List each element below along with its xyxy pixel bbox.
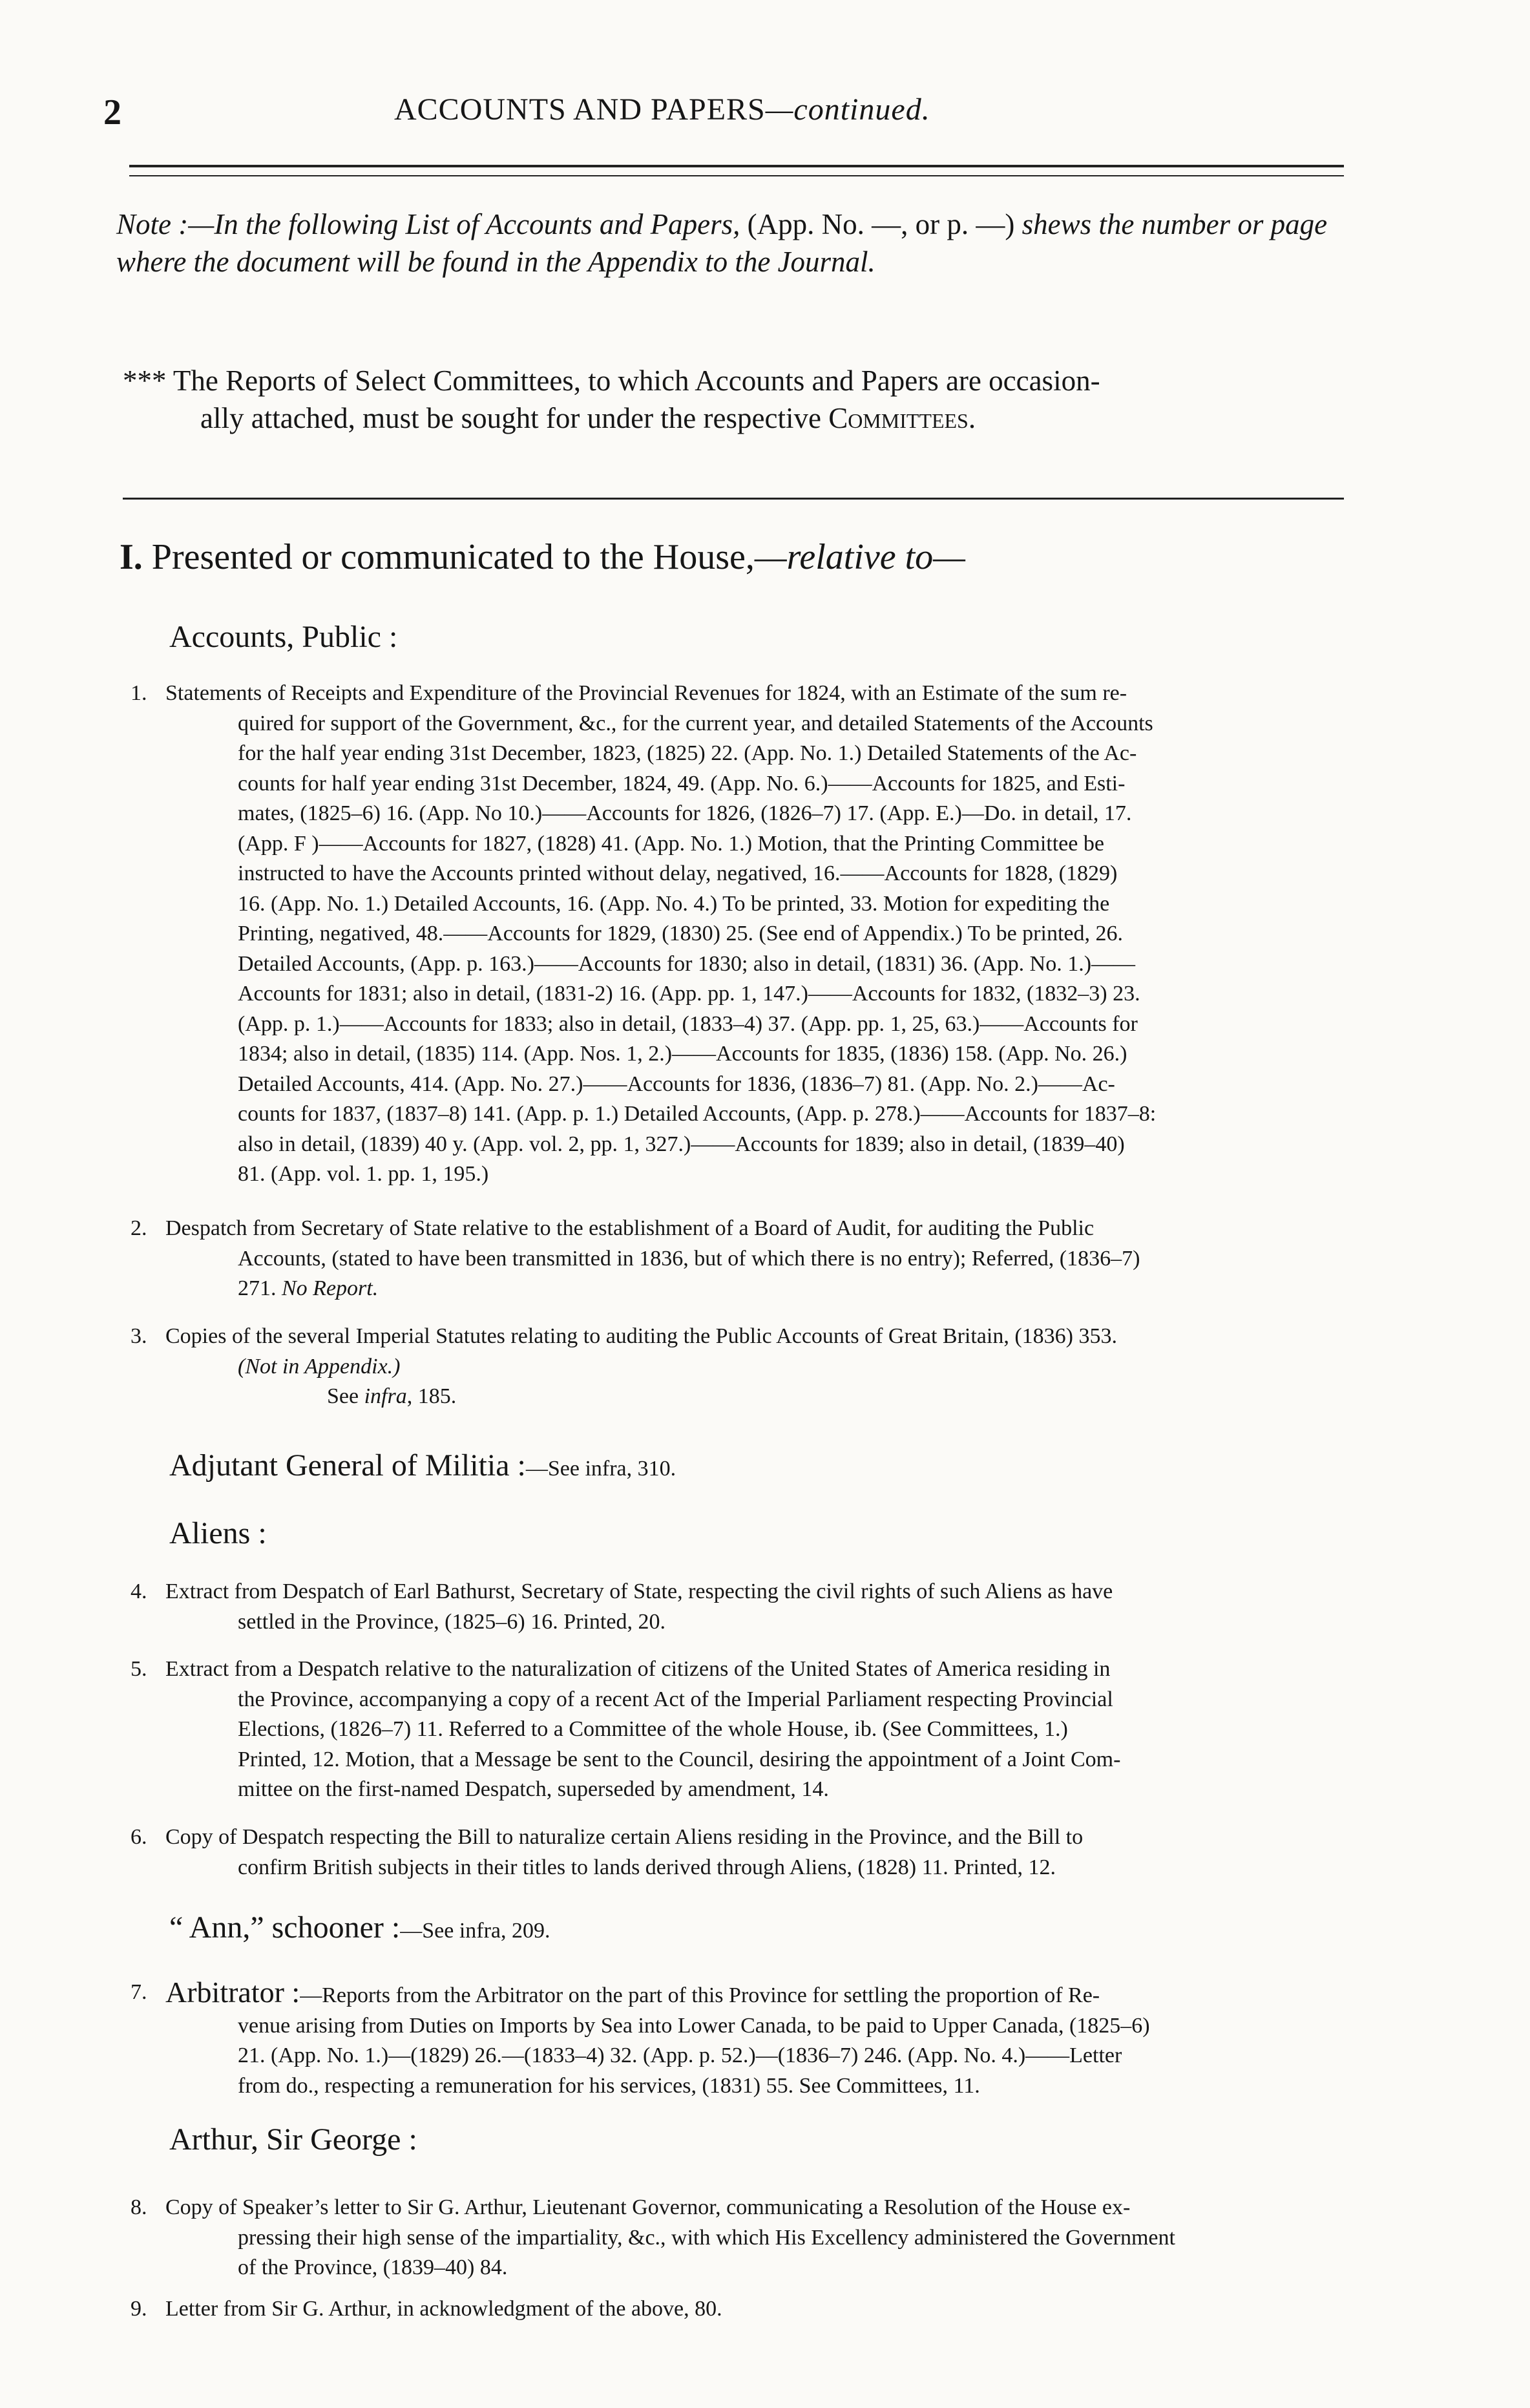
committees-note: *** The Reports of Select Committees, to which Accounts and Papers are occasion- ally attached, must be sought for under the respective Committees. bbox=[123, 364, 1100, 434]
subhead-aliens: Aliens : bbox=[169, 1516, 267, 1550]
page-header bbox=[103, 92, 1331, 137]
section-rule bbox=[123, 498, 1344, 500]
page-number: 2 bbox=[103, 92, 121, 132]
entry-4: 4. Extract from Despatch of Earl Bathurst, Secretary of State, respecting the civil rights of such Aliens as have settled in the Province, (1825–6) 16. Printed, 20. bbox=[131, 1579, 1113, 1634]
running-title: ACCOUNTS AND PAPERS—continued. bbox=[394, 92, 930, 127]
entry-5: 5. Extract from a Despatch relative to the naturalization of citizens of the United States of America residing in the Province, accompanying a copy of a recent Act of the Imperial Parliament respecting Provincial Elections, (1826–7) 11. Referred to a Committee of the whole House, ib. (See Committees, 1.) Printed, 12. Motion, that a Message be sent to the Council, desiring the appointment of a Joint Com- mittee on the first-named Despatch, superseded by amendment, 14. bbox=[131, 1657, 1121, 1801]
appendix-note: Note :—In the following List of Accounts and Papers, (App. No. —, or p. —) shews the number or page where the document will be found in the Appendix to the Journal. bbox=[116, 208, 1328, 278]
header-rule bbox=[129, 165, 1344, 176]
section-heading: I. Presented or communicated to the House,—relative to— bbox=[120, 537, 965, 577]
subhead-adjutant: Adjutant General of Militia :—See infra, 310. bbox=[169, 1448, 676, 1483]
entry-2: 2. Despatch from Secretary of State relative to the establishment of a Board of Audit, for auditing the Public Accounts, (stated to have been transmitted in 1836, but of which there is no entry); Referred, (1836–7) 271. No Report. bbox=[131, 1216, 1140, 1300]
subhead-accounts-public: Accounts, Public : bbox=[169, 620, 398, 654]
subhead-ann-schooner: “ Ann,” schooner :—See infra, 209. bbox=[169, 1910, 550, 1945]
entry-1: 1. Statements of Receipts and Expenditure of the Provincial Revenues for 1824, with an Estimate of the sum re- quired for support of the Government, &c., for the current year, and detailed Statements of the Accounts for the half year ending 31st December, 1823, (1825) 22. (App. No. 1.) Detailed Statements of the Ac- counts for half year ending 31st December, 1824, 49. (App. No. 6.)——Accounts for 1825, and Esti- mates, (1825–6) 16. (App. No 10.)——Accounts for 1826, (1826–7) 17. (App. E.)—Do. in detail, 17. (App. F )——Accounts for 1827, (1828) 41. (App. No. 1.) Motion, that the Printing Committee be instructed to have the Accounts printed without delay, negatived, 16.——Accounts for 1828, (1829) 16. (App. No. 1.) Detailed Accounts, 16. (App. No. 4.) To be printed, 33. Motion for expediting the Printing, negatived, 48.——Accounts for 1829, (1830) 25. (See end of Appendix.) To be printed, 26. Detailed Accounts, (App. p. 163.)——Accounts for 1830; also in detail, (1831) 36. (App. No. 1.)—— Accounts for 1831; also in detail, (1831-2) 16. (App. pp. 1, 147.)——Accounts for 1832, (1832–3) 23. (App. p. 1.)——Accounts for 1833; also in detail, (1833–4) 37. (App. pp. 1, 25, 63.)——Accounts for 1834; also in detail, (1835) 114. (App. Nos. 1, 2.)——Accounts for 1835, (1836) 158. (App. No. 26.) Detailed Accounts, 414. (App. No. 27.)——Accounts for 1836, (1836–7) 81. (App. No. 2.)——Ac- counts for 1837, (1837–8) 141. (App. p. 1.) Detailed Accounts, (App. p. 278.)——Accounts for 1837–8: also in detail, (1839) 40 y. (App. vol. 2, pp. 1, 327.)——Accounts for 1839; also in detail, (1839–40) 81. (App. vol. 1. pp. 1, 195.) bbox=[131, 681, 1157, 1186]
entry-3: 3. Copies of the several Imperial Statutes relating to auditing the Public Accounts of Great Britain, (1836) 353. (Not in Appendix.) See infra, 185. bbox=[131, 1324, 1117, 1408]
entry-9: 9. Letter from Sir G. Arthur, in acknowledgment of the above, 80. bbox=[131, 2297, 722, 2321]
entry-8: 8. Copy of Speaker’s letter to Sir G. Arthur, Lieutenant Governor, communicating a Resolution of the House ex- pressing their high sense of the impartiality, &c., with which His Excellency administered the Government of the Province, (1839–40) 84. bbox=[131, 2195, 1175, 2279]
entry-6: 6. Copy of Despatch respecting the Bill to naturalize certain Aliens residing in the Province, and the Bill to confirm British subjects in their titles to lands derived through Aliens, (1828) 11. Printed, 12. bbox=[131, 1825, 1084, 1879]
entry-7: 7. Arbitrator :—Reports from the Arbitrator on the part of this Province for settling the proportion of Re- venue arising from Duties on Imports by Sea into Lower Canada, to be paid to Upper Canada, (1825–6) 21. (App. No. 1.)—(1829) 26.—(1833–4) 32. (App. p. 52.)—(1836–7) 246. (App. No. 4.)——Letter from do., respecting a remuneration for his services, (1831) 55. See Committees, 11. bbox=[131, 1976, 1150, 2098]
subhead-arthur: Arthur, Sir George : bbox=[169, 2122, 417, 2157]
